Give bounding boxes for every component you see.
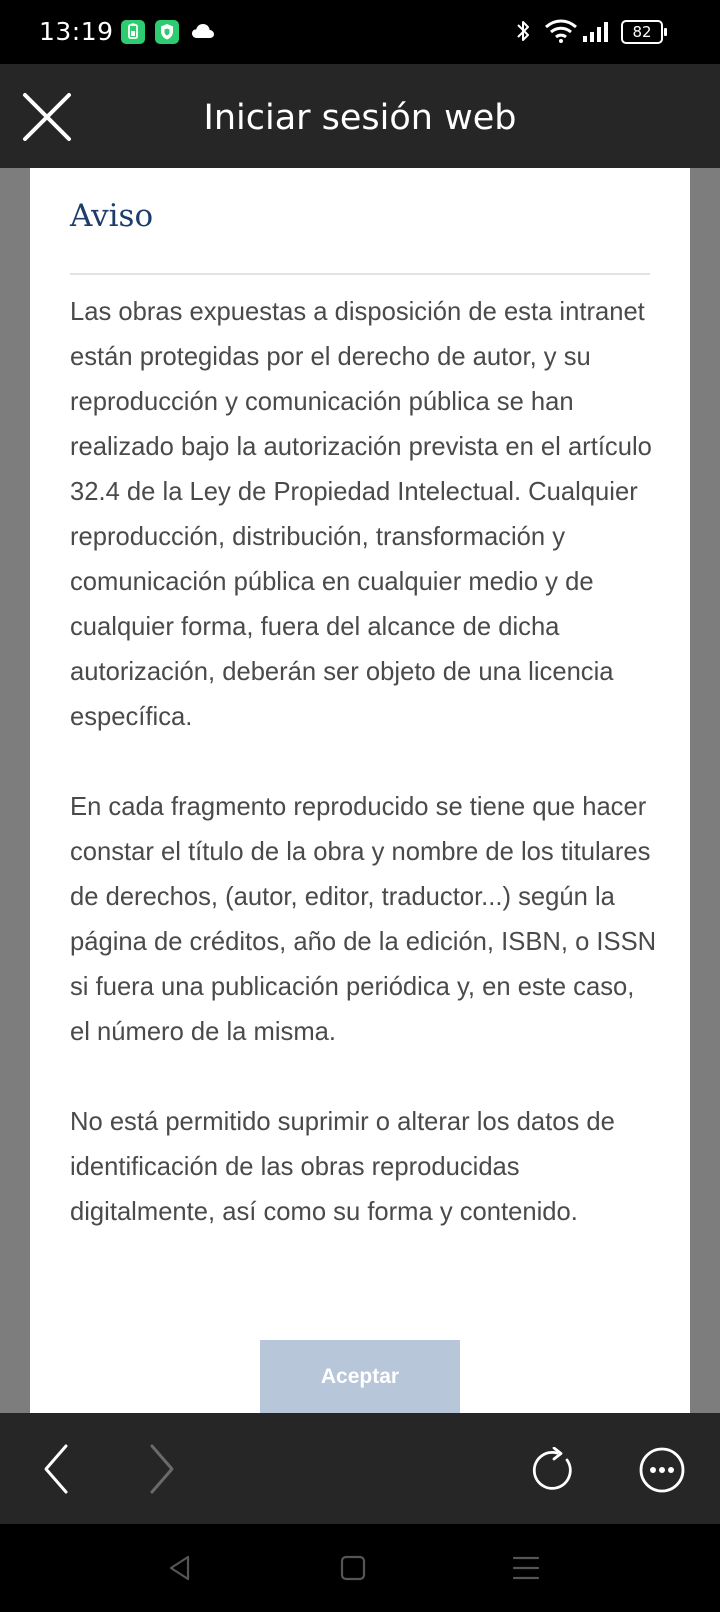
- dialog-title: Aviso: [70, 198, 154, 234]
- system-nav-bar: [0, 1524, 720, 1612]
- status-bar: [0, 0, 720, 64]
- title-bar: [0, 64, 720, 168]
- notice-paragraph: En cada fragmento reproducido se tiene que hacer constar el título de la obra y nombre de los titulares de derechos, (autor, editor, traductor...) según la página de créditos, año de la edición, ISBN, o ISSN si fuera una publicación periódica y, en este caso, el número de la misma.: [70, 793, 657, 1046]
- notice-paragraph: Las obras expuestas a disposición de esta intranet están protegidas por el derecho de autor, y su reproducción y comunicación pública se han realizado bajo la autorización prevista en el artículo 32.4 de la Ley de Propiedad Intelectual. Cualquier reproducción, distribución, transformación y comunicación pública en cualquier medio y de cualquier forma, fuera del alcance de dicha autorización, deberán ser objeto de una licencia específica.: [70, 298, 652, 731]
- more-icon: [639, 1447, 685, 1493]
- browser-toolbar: [0, 1413, 720, 1524]
- back-button[interactable]: [38, 1443, 74, 1500]
- signal-icon: [582, 20, 612, 49]
- menu-lines-icon: [512, 1554, 540, 1582]
- nav-home-button[interactable]: [339, 1554, 367, 1587]
- page-title: Iniciar sesión web: [203, 98, 517, 138]
- battery-saver-app-icon: [121, 20, 145, 44]
- divider: [70, 273, 650, 275]
- status-time: 13:19: [39, 17, 114, 46]
- cloud-icon: [191, 22, 215, 45]
- more-options-button[interactable]: [639, 1447, 685, 1498]
- shield-app-icon: [155, 20, 179, 44]
- notice-paragraph: No está permitido suprimir o alterar los datos de identificación de las obras reproducidas digitalmente, así como su forma y contenido.: [70, 1108, 615, 1226]
- accept-button[interactable]: Aceptar: [260, 1340, 460, 1413]
- reload-button[interactable]: [530, 1447, 576, 1498]
- web-content[interactable]: [0, 168, 720, 1413]
- dialog-body: [70, 290, 660, 1280]
- battery-icon: [621, 20, 663, 44]
- triangle-back-icon: [166, 1554, 194, 1582]
- nav-recents-button[interactable]: [512, 1554, 540, 1587]
- forward-button[interactable]: [144, 1443, 180, 1500]
- chevron-right-icon: [144, 1443, 180, 1495]
- wifi-icon: [544, 19, 578, 48]
- chevron-left-icon: [38, 1443, 74, 1495]
- battery-level: 82: [632, 23, 652, 41]
- nav-back-button[interactable]: [166, 1554, 194, 1587]
- notice-dialog: [30, 168, 690, 1413]
- bluetooth-icon: [515, 18, 531, 49]
- square-home-icon: [339, 1554, 367, 1582]
- reload-icon: [530, 1447, 576, 1493]
